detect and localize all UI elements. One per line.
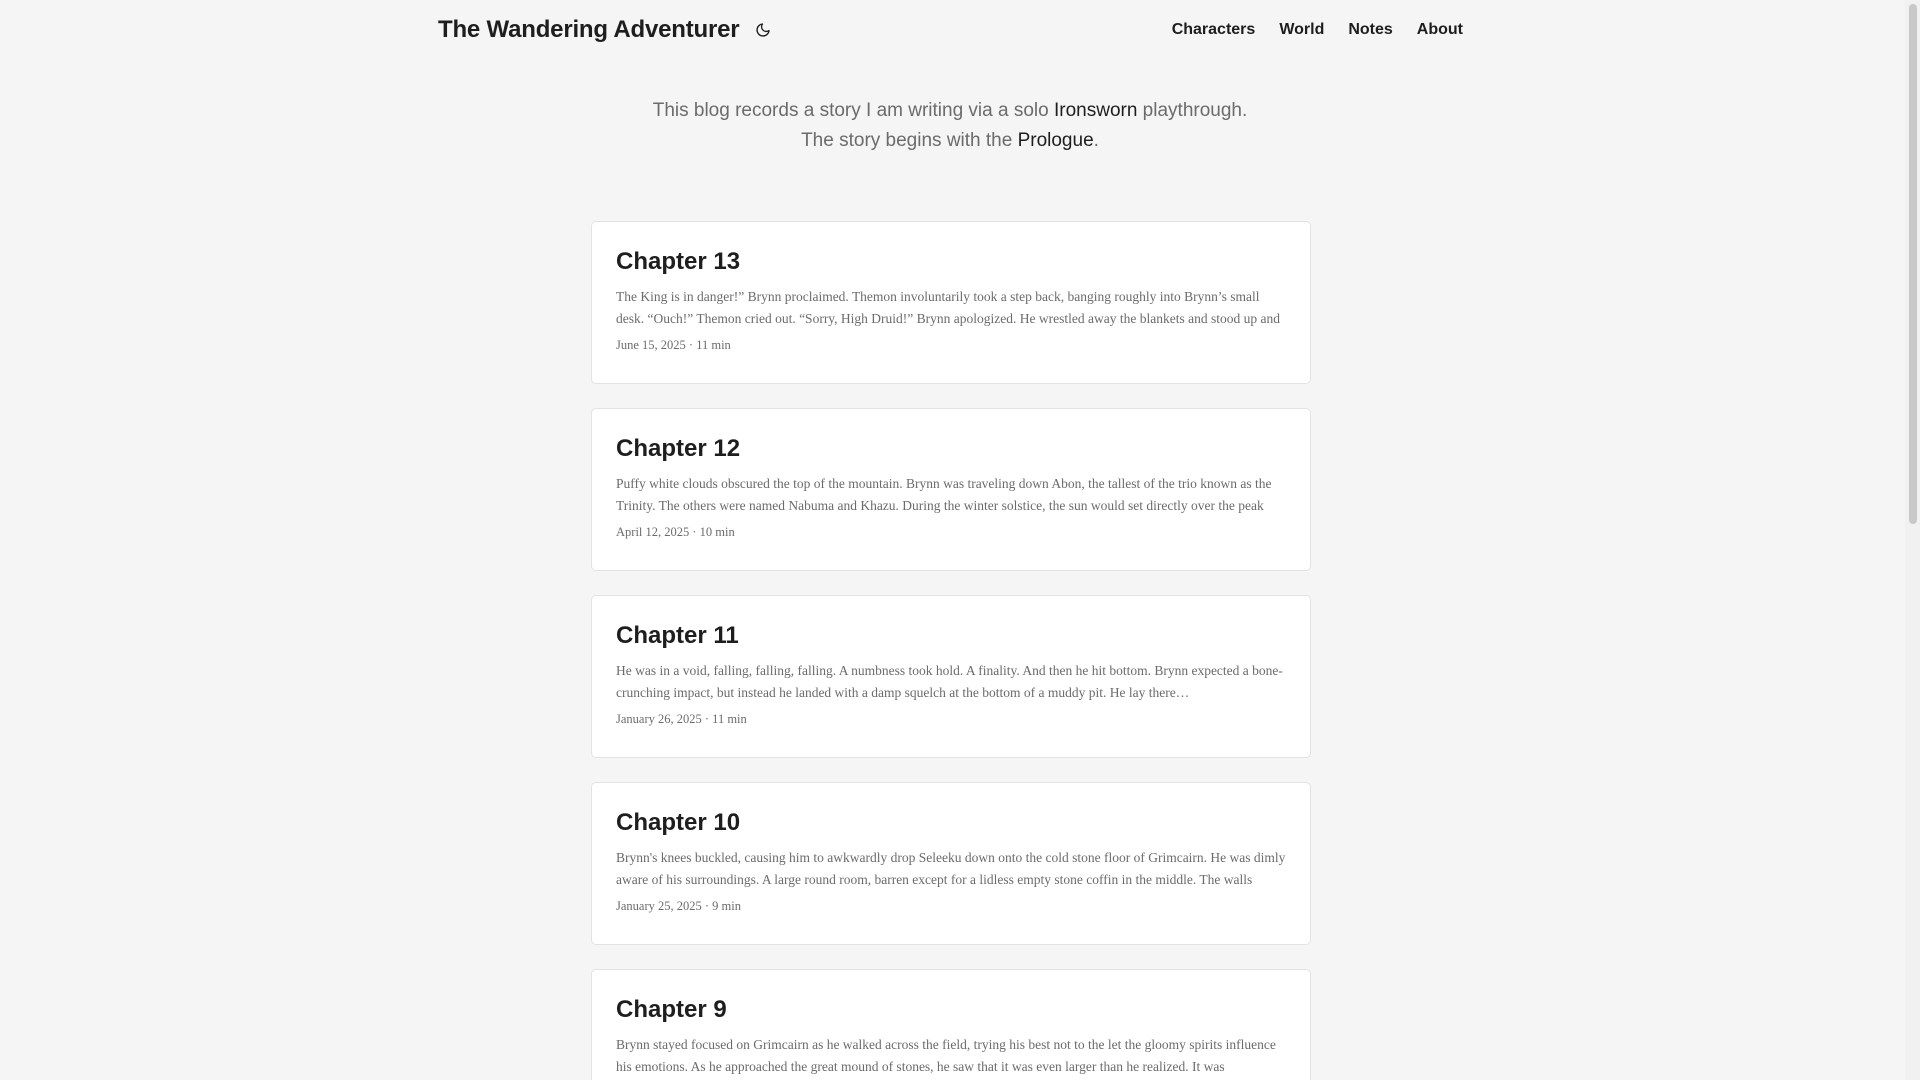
moon-icon [755, 22, 771, 38]
intro-line-2-suffix: . [1093, 130, 1099, 151]
post-title: Chapter 13 [616, 248, 741, 275]
theme-toggle-button[interactable] [751, 18, 775, 42]
post-list [591, 221, 1311, 1080]
intro-line-1-prefix: This blog records a story I am writing via a solo [652, 100, 1054, 121]
post-excerpt: Brynn stayed focused on Grimcairn as he walked across the field, trying his best not to the let the gloomy spirits influence his emotions. As he approached the great mound of stones, he saw that it was even larger than he realized. It was [616, 1037, 1276, 1074]
post-title: Chapter 9 [616, 996, 727, 1023]
post-excerpt: He was in a void, falling, falling, falling. A numbness took hold. A finality. And then he hit bottom. Brynn expected a bone-crunching impact, but instead he landed with a damp squelch at the bottom of a muddy pit. He lay there… [616, 663, 1283, 700]
post-title: Chapter 10 [616, 809, 741, 836]
intro-line-1-suffix: playthrough. [1137, 100, 1248, 121]
post-card[interactable] [591, 221, 1311, 384]
scrollbar[interactable] [1905, 0, 1920, 1080]
main-nav [1172, 21, 1463, 39]
nav-item-about[interactable]: About [1416, 21, 1463, 38]
intro-line-2-prefix: The story begins with the [801, 130, 1018, 151]
nav-item-characters[interactable]: Characters [1171, 21, 1256, 38]
post-excerpt: Puffy white clouds obscured the top of the mountain. Brynn was traveling down Abon, the tallest of the trio known as the Trinity. The others were named Nabuma and Khazu. During the winter solstice, the sun would set directly over the peak [616, 476, 1272, 513]
post-card[interactable] [591, 782, 1311, 945]
post-title: Chapter 11 [616, 622, 739, 649]
brand [438, 16, 775, 44]
intro-text [0, 96, 1900, 156]
post-meta: January 25, 2025 · 9 min [616, 899, 741, 913]
post-meta: January 26, 2025 · 11 min [616, 712, 747, 726]
post-meta: April 12, 2025 · 10 min [616, 525, 735, 539]
post-excerpt: Brynn's knees buckled, causing him to awkwardly drop Seleeku down onto the cold stone floor of Grimcairn. He was dimly aware of his surroundings. A large round room, barren except for a lidless empty stone coffin in the middle. The walls [616, 850, 1286, 887]
post-excerpt: The King is in danger!” Brynn proclaimed. Themon involuntarily took a step back, banging roughly into Brynn’s small desk. “Ouch!” Themon cried out. “Sorry, High Druid!” Brynn apologized. He wrestled away the blankets and stood up and [616, 289, 1280, 326]
intro-line-1 [0, 96, 1900, 126]
ironsworn-link[interactable]: Ironsworn [1053, 100, 1138, 121]
post-card[interactable] [591, 595, 1311, 758]
site-header [438, 0, 1463, 60]
intro-line-2 [0, 126, 1900, 156]
site-title-link[interactable]: The Wandering Adventurer [438, 16, 740, 43]
nav-item-notes[interactable]: Notes [1348, 21, 1393, 38]
post-title: Chapter 12 [616, 435, 741, 462]
post-card[interactable] [591, 408, 1311, 571]
prologue-link[interactable]: Prologue [1017, 130, 1094, 151]
post-card[interactable] [591, 969, 1311, 1080]
post-meta: June 15, 2025 · 11 min [616, 338, 731, 352]
scrollbar-thumb[interactable] [1909, 4, 1917, 524]
nav-item-world[interactable]: World [1279, 21, 1325, 38]
